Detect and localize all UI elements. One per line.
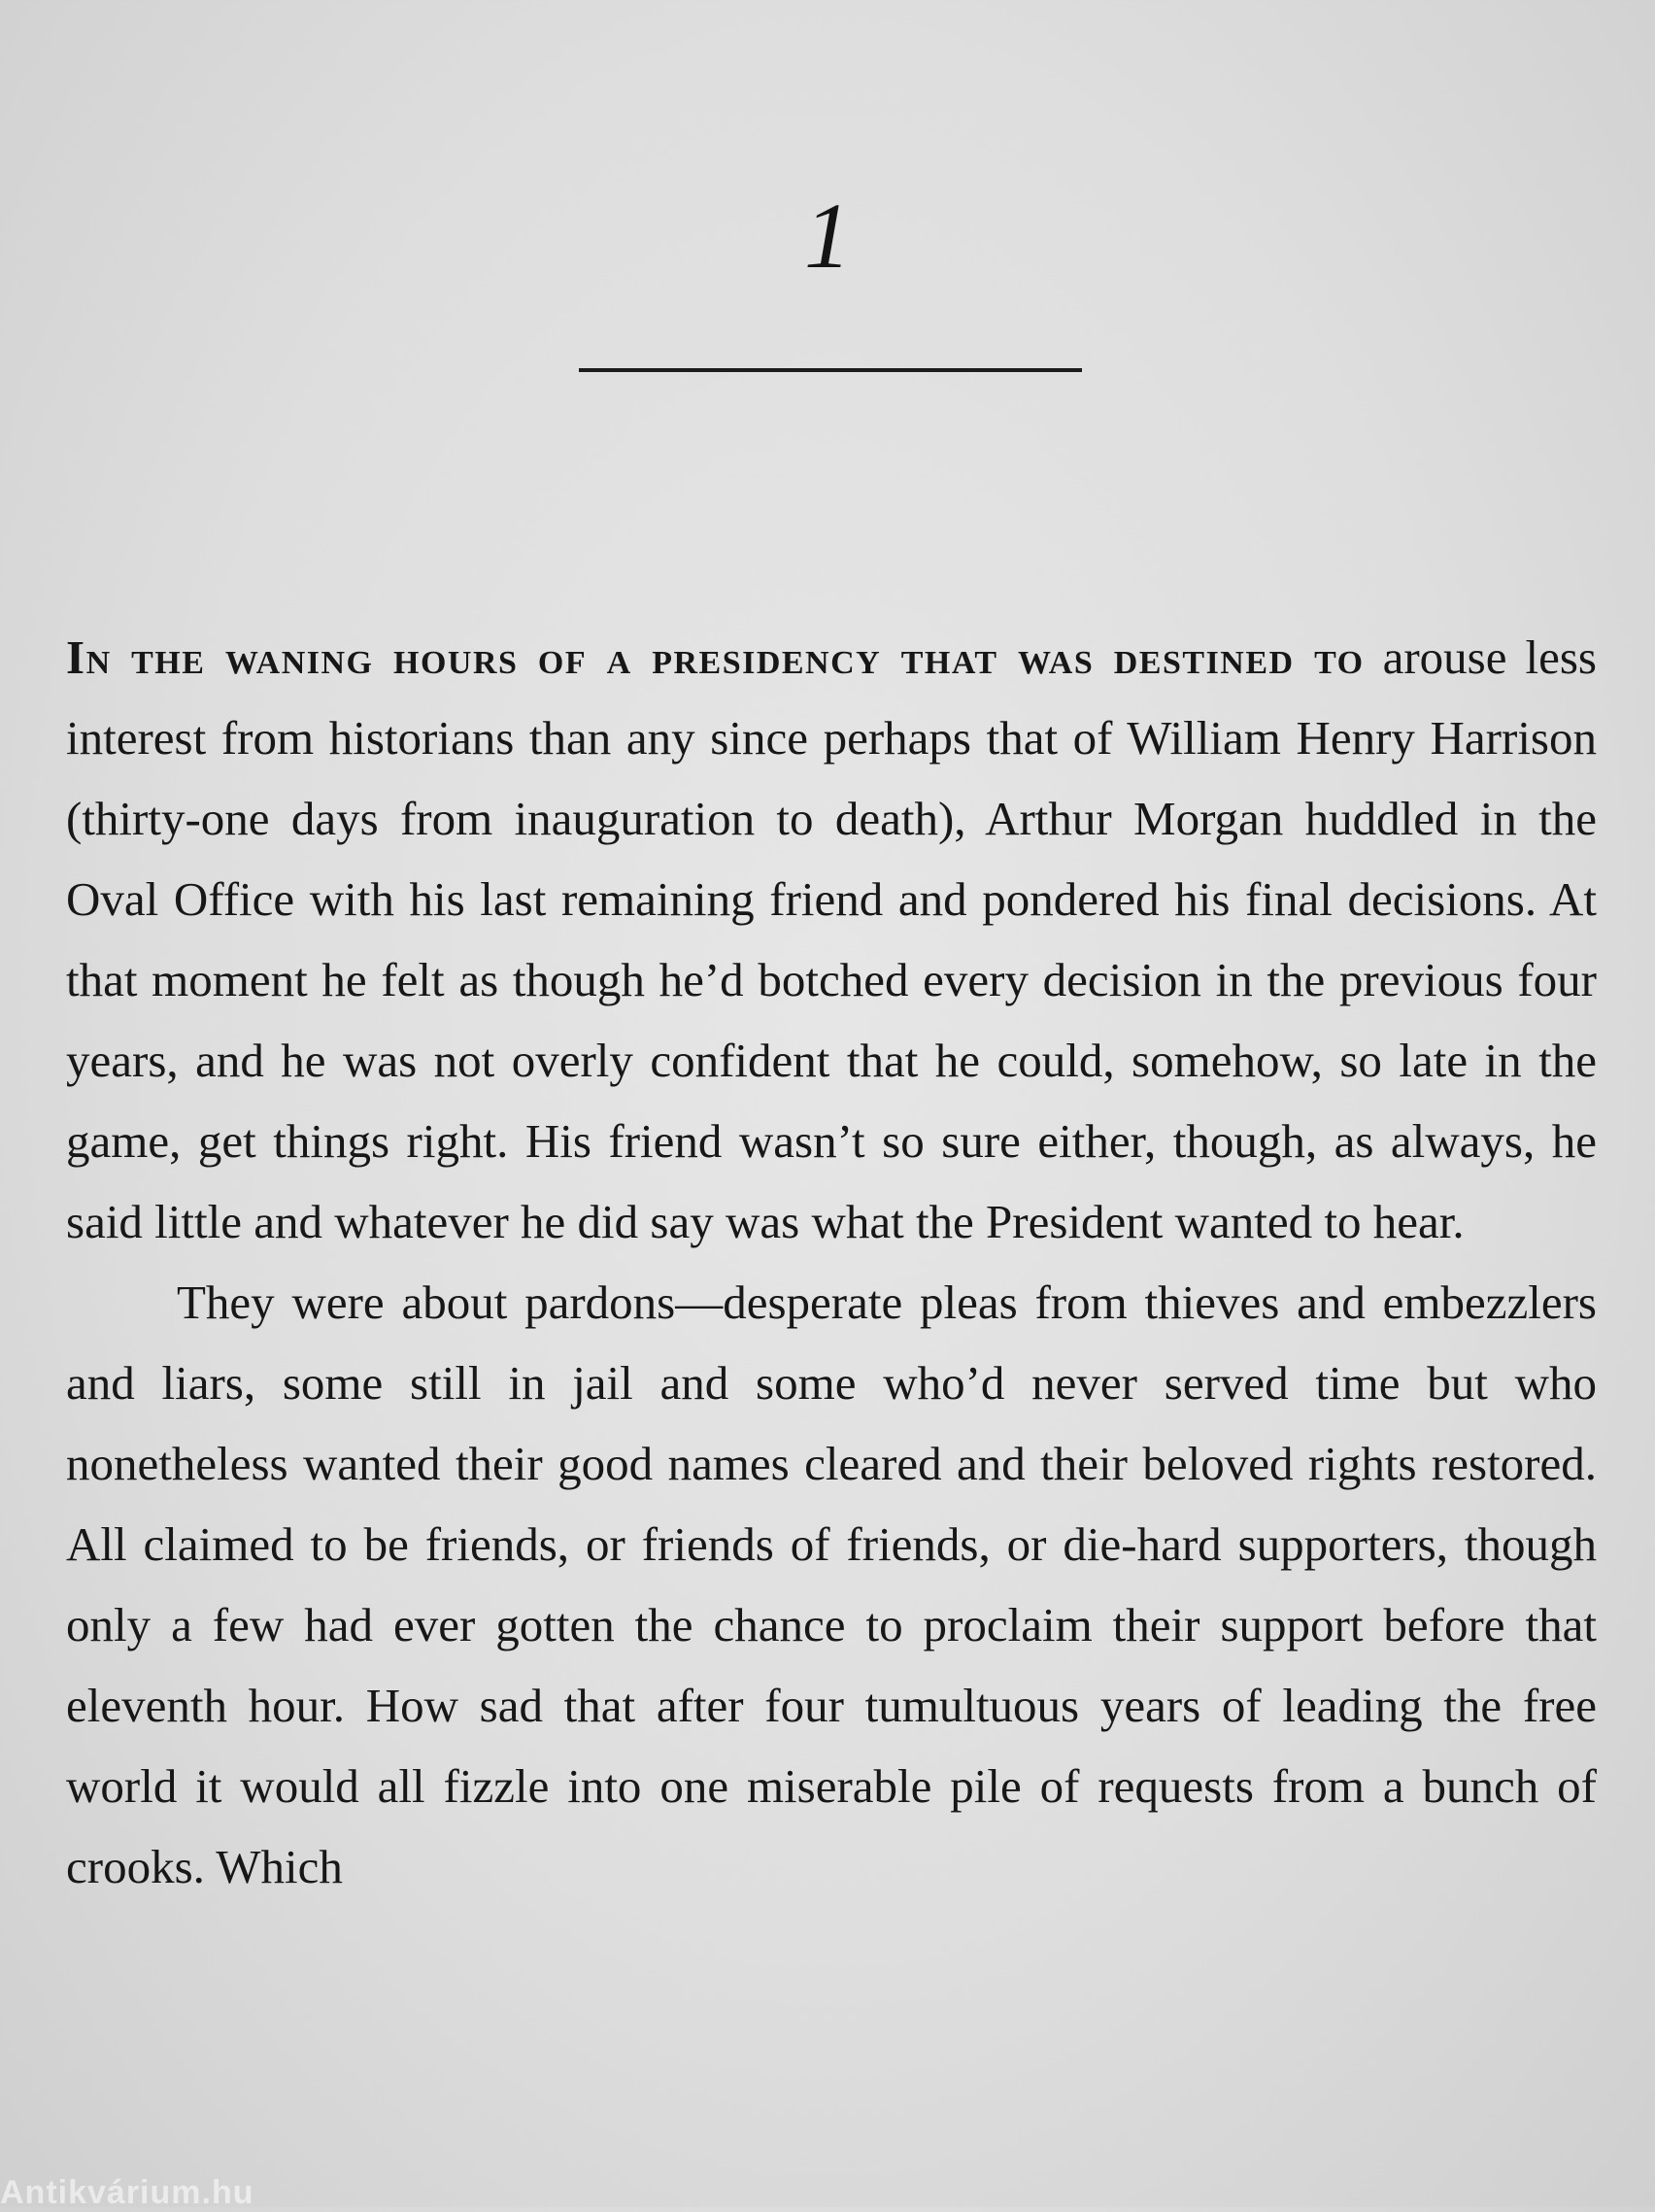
chapter-divider [579, 368, 1082, 372]
paragraph-1-text: arouse less interest from historians than any since perhaps that of William Henry Harrison (thirty-one days from inauguration to death), Arthur Morgan huddled in the Oval Office with his last remaining friend and pondered his final decisions. At that moment he felt as though he’d botched every decision in the previous four years, and he was not overly confident that he could, somehow, so late in the game, get things right. His friend wasn’t so sure either, though, as always, he said little and whatever he did say was what the President wanted to hear. [66, 630, 1597, 1248]
paragraph-1 [66, 617, 1597, 1262]
paragraph-2: They were about pardons—desperate pleas from thieves and embezzlers and liars, some still in jail and some who’d never served time but who nonetheless wanted their good names cleared and their beloved rights restored. All claimed to be friends, or friends of friends, or die-hard supporters, though only a few had ever gotten the chance to proclaim their support before that eleventh hour. How sad that after four tumultuous years of leading the free world it would all fizzle into one miserable pile of requests from a bunch of crooks. Which [66, 1276, 1597, 1893]
opening-small-caps: In the waning hours of a presidency that was destined to [66, 630, 1365, 684]
chapter-body [66, 617, 1597, 1907]
chapter-number: 1 [804, 184, 851, 288]
watermark: Antikvárium.hu [0, 2174, 254, 2211]
